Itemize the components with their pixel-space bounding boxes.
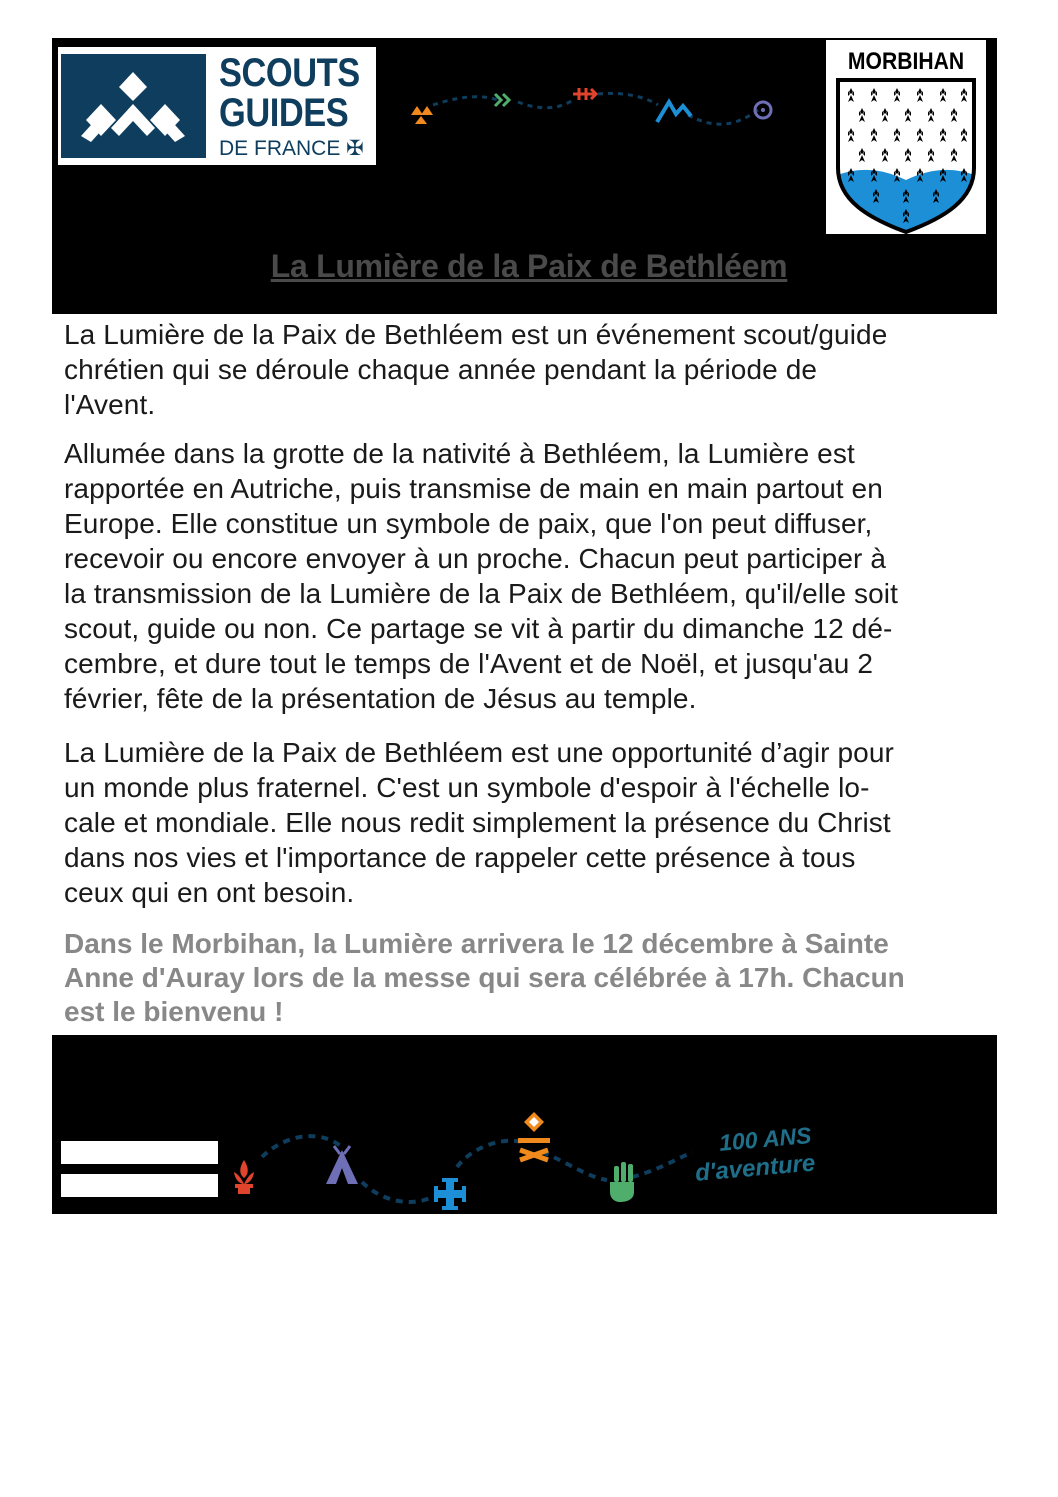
- logo-text-scouts: SCOUTS: [219, 51, 360, 95]
- scouts-guides-logo: [58, 47, 376, 165]
- paragraph-intro: La Lumière de la Paix de Bethléem est un événement scout/guide chrétien qui se déroule chaque année pendant la période de l'Avent.: [64, 319, 888, 420]
- paragraph-meaning: La Lumière de la Paix de Bethléem est une opportunité d’agir pour un monde plus fraternel. C'est un symbole d'espoir à l'échelle lo- cale et mondiale. Elle nous redit simplement la présence du Christ dans nos vies et l'importance de rappeler cette présence à tous ceux qui en ont besoin.: [64, 737, 894, 908]
- logo-text-guides: GUIDES: [219, 91, 349, 135]
- crest-title: MORBIHAN: [847, 48, 965, 75]
- chevrons-icon: [495, 94, 509, 106]
- fleur-de-lis-icon: [234, 1160, 254, 1194]
- ermine-shield-icon: [826, 40, 986, 234]
- anniversary-100-ans: 100 ANS: [718, 1121, 813, 1156]
- scouts-guides-logo-icon: [61, 54, 206, 158]
- trail-decoration-bottom: [222, 1102, 702, 1217]
- page-title: La Lumière de la Paix de Bethléem: [270, 248, 788, 284]
- paragraph-origin: Allumée dans la grotte de la nativité à Bethléem, la Lumière est rapportée en Autriche, puis transmise de main en main partout en Europe. Elle constitue un symbole de paix, que l'on peut diffuser, recevoir ou encore envoyer à un proche. Chacun peut participer à la transmission de la Lumière de la Paix de Bethléem, qu'il/elle soit scout, guide ou non. Ce partage se vit à partir du dimanche 12 dé- cembre, et dure tout le temps de l'Avent et de Noël, et jusqu'au 2 février, fête de la présentation de Jésus au temple.: [64, 438, 899, 714]
- footer-stripe-1: [61, 1141, 218, 1164]
- morbihan-crest: [826, 40, 986, 234]
- cross-icon: [434, 1178, 466, 1210]
- footer-stripe-2: [61, 1174, 218, 1197]
- hand-salute-icon: [610, 1162, 634, 1202]
- text-panel: [60, 314, 996, 1035]
- logo-text-de-france: DE FRANCE ✠: [219, 137, 364, 160]
- campfire-icon: [518, 1112, 550, 1160]
- paragraph-morbihan-announcement: Dans le Morbihan, la Lumière arrivera le 12 décembre à Sainte Anne d'Auray lors de la messe qui sera célébrée à 17h. Chacun est le bienvenu !: [64, 928, 905, 1027]
- arrow-icon: [573, 88, 596, 100]
- campfire-icon: [411, 106, 433, 124]
- anniversary-daventure: d'aventure: [694, 1149, 817, 1187]
- tent-icon: [326, 1146, 358, 1184]
- trail-decoration-top: [403, 80, 783, 135]
- mountain-icon: [657, 102, 691, 122]
